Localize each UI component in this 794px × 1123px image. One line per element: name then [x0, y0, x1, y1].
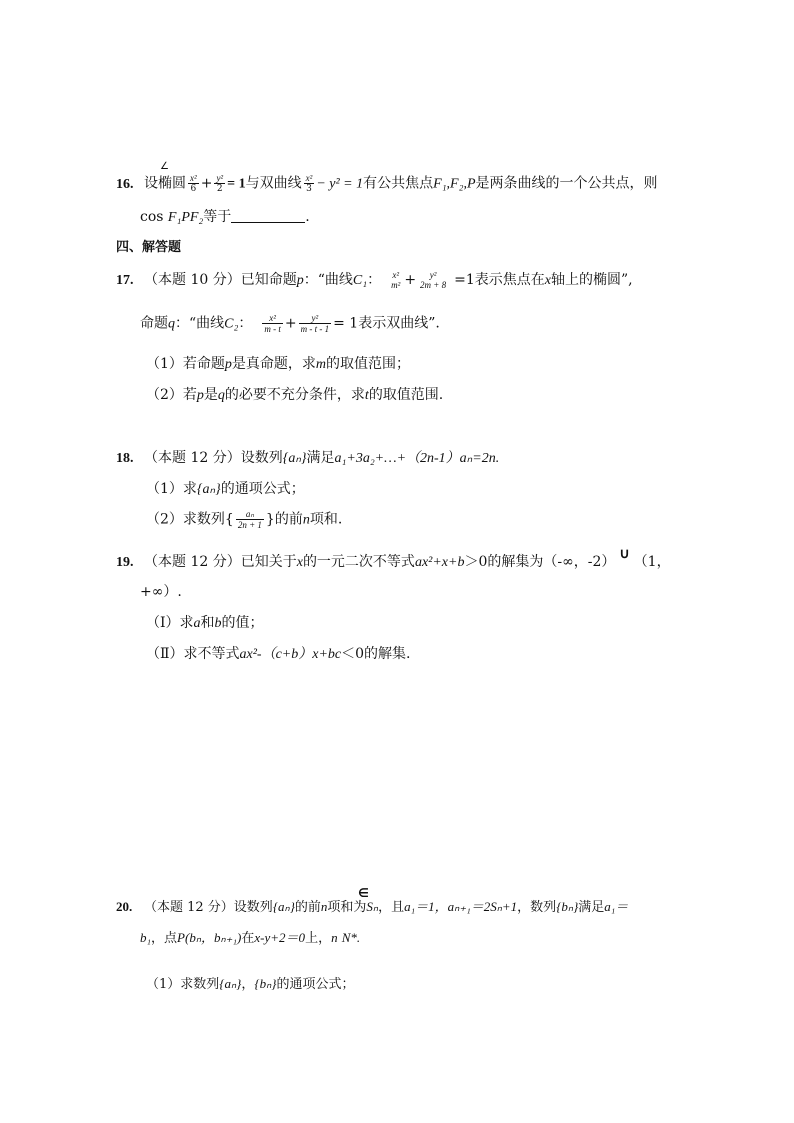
question-17-line-1 [116, 270, 633, 290]
fraction-x-m2: x² m² [391, 270, 401, 290]
period: . [305, 209, 310, 225]
text: 等于 [203, 209, 232, 225]
text: 是两条曲线的一个公共点，则 [475, 175, 658, 192]
recurrence-formula: a₁+3a₂+…+（2n-1）aₙ=2n. [334, 451, 500, 466]
fraction-x-mt: $\frac{\text{x²}}{m - t}$ [264, 313, 281, 334]
question-number: 18. [116, 451, 134, 466]
answer-blank [231, 208, 305, 223]
text: 命题 [140, 315, 168, 332]
plus-sign: + [200, 175, 213, 192]
var-q: q [168, 316, 175, 332]
question-16-line-2 [140, 208, 310, 227]
question-19-line-2: +∞）. [140, 584, 182, 600]
text: 有公共焦点 [363, 175, 434, 192]
question-17-sub-2: （2）若p是q的必要不充分条件，求t的取值范围. [146, 387, 444, 403]
question-19-sub-2: （Ⅱ）求不等式ax²-（c+b）x+bc＜0的解集. [146, 646, 411, 662]
question-number: 16. [116, 176, 134, 192]
question-number: 20. [116, 899, 133, 914]
equals-one: = 1 [333, 315, 359, 332]
question-20-line-1: 20. （本题 12 分）设数列{aₙ}的前n项和为Sₙ，且a₁＝1，aₙ₊₁＝2Sₙ+1，数列{bₙ}满足a₁＝ [116, 899, 629, 915]
ellipse-y-fraction: $\frac{\text{y²}}{2}$ [216, 173, 224, 194]
hyperbola-x-fraction: $\frac{\text{x²}}{3}$ [305, 173, 313, 194]
question-19-sub-1: （Ⅰ）求a和b的值； [146, 615, 264, 631]
angle-expression: F₁PF₂ [167, 210, 204, 225]
question-17-line-2 [140, 313, 440, 334]
question-16-line-1 [116, 173, 658, 194]
plus-sign: + [284, 315, 297, 332]
fraction-y-mt1: $\frac{\text{y²}}{m - t - 1}$ [300, 313, 330, 334]
cos-label: cos [140, 209, 168, 225]
var-p: p [296, 273, 304, 288]
text: ： [238, 315, 253, 332]
question-18-sub-1: （1）求{aₙ}的通项公式； [146, 481, 305, 497]
hyperbola-tail: − y² = 1 [316, 176, 364, 192]
plus-sign: + [404, 272, 417, 288]
question-number: 19. [116, 555, 134, 570]
question-18-sub-2: （2）求数列{ $\frac{\text{aₙ}}{2n + 1}$ }的前n项和. [146, 509, 343, 530]
foci-points: F₁,F₂,P [433, 176, 476, 192]
question-17-sub-1: （1）若命题p是真命题，求m的取值范围； [146, 356, 411, 372]
angle-icon: ∠ [160, 161, 169, 172]
text: 设椭圆 [144, 175, 186, 192]
text: 表示双曲线”. [358, 315, 440, 332]
text: ：“曲线 [303, 272, 353, 288]
fraction-y-2m8: y² 2m + 8 [420, 270, 447, 290]
text: （本题 10 分）已知命题 [144, 272, 297, 288]
ellipse-x-fraction: $\frac{\text{x²}}{6}$ [190, 173, 197, 194]
question-20-sub-1: （1）求数列{aₙ}，{bₙ}的通项公式； [146, 976, 355, 992]
fraction-an-2n1: $\frac{\text{aₙ}}{2n + 1}$ [237, 509, 262, 530]
text: 轴上的椭圆”, [550, 272, 633, 288]
equals-one: = 1 [227, 176, 246, 192]
question-number: 17. [116, 273, 134, 288]
question-19-line-1: 19. （本题 12 分）已知关于x的一元二次不等式ax²+x+b＞0的解集为（-∞，-2） ∪ （1， [116, 547, 671, 570]
text: =1表示焦点在 [454, 272, 545, 288]
curve-c1: C₁ [352, 273, 368, 288]
element-of-icon: ∈ [358, 886, 369, 900]
question-18-line-1: 18. （本题 12 分）设数列{aₙ}满足a₁+3a₂+…+（2n-1）aₙ=2n. [116, 450, 500, 466]
text: ： [367, 272, 382, 288]
var-x: x [544, 273, 551, 288]
section-title: 四、解答题 [116, 240, 182, 255]
text: ：“曲线 [175, 315, 225, 332]
question-20-line-2: b₁，点P(bₙ，bₙ₊₁)在x-y+2＝0上，n N*. [140, 930, 361, 946]
curve-c2: C₂ [224, 316, 239, 332]
text: 与双曲线 [245, 175, 302, 192]
union-icon: ∪ [619, 547, 630, 562]
